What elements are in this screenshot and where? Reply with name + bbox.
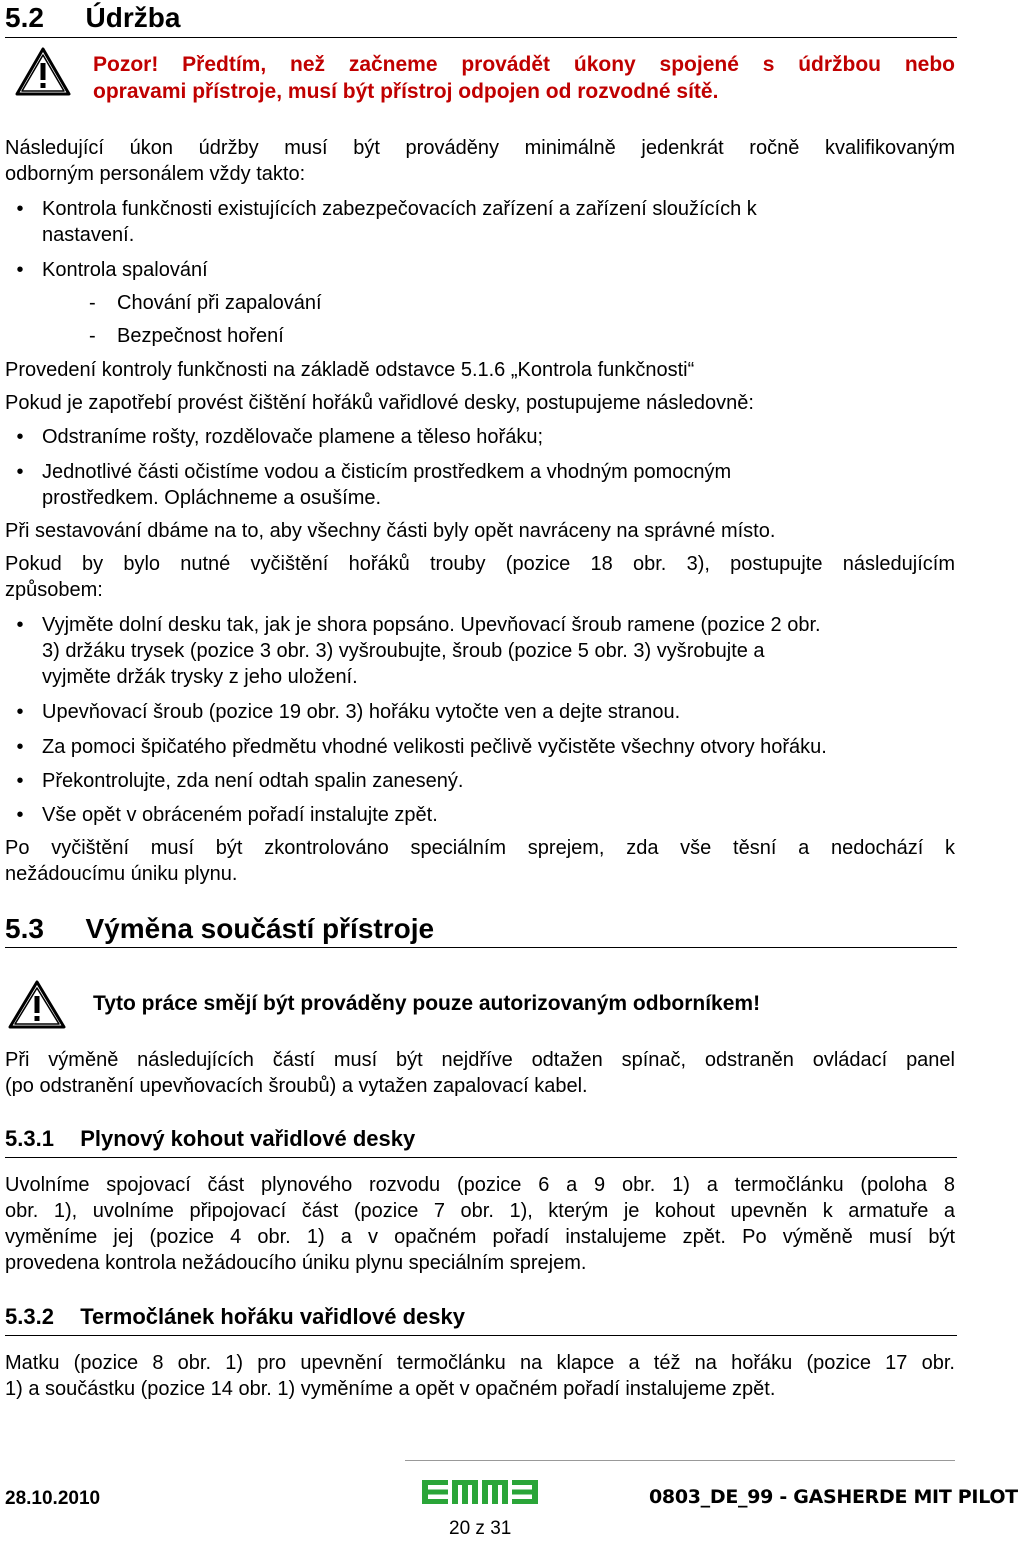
paragraph-line: Uvolníme spojovací část plynového rozvodu (pozice 6 a 9 obr. 1) a termočlánku (poloha 8 bbox=[5, 1174, 955, 1196]
section-title: Údržba bbox=[85, 2, 181, 33]
bullet: • bbox=[16, 426, 24, 448]
paragraph-line: vyměníme jej (pozice 4 obr. 1) a v opačném pořadí instalujeme zpět. Po výměně musí být bbox=[5, 1226, 955, 1248]
list-item-text: Vyjměte dolní desku tak, jak je shora popsáno. Upevňovací šroub ramene (pozice 2 obr. bbox=[42, 614, 821, 636]
subsection-title: Plynový kohout vařidlové desky bbox=[80, 1126, 416, 1151]
paragraph-line: obr. 1), uvolníme připojovací část (pozice 7 obr. 1), kterým je kohout upevněn k armatuře a bbox=[5, 1200, 955, 1222]
paragraph-line: způsobem: bbox=[5, 579, 103, 601]
warning-text-line-1: Pozor! Předtím, než začneme provádět úkony spojené s údržbou nebo bbox=[93, 53, 955, 76]
subsection-number: 5.3.1 bbox=[5, 1126, 54, 1151]
subsection-title: Termočlánek hořáku vařidlové desky bbox=[80, 1304, 465, 1329]
subsection-heading-5-3-2 bbox=[5, 1303, 465, 1331]
list-item-text: Upevňovací šroub (pozice 19 obr. 3) hořáku vytočte ven a dejte stranou. bbox=[42, 701, 681, 723]
list-item-text: Vše opět v obráceném pořadí instalujte zpět. bbox=[42, 804, 438, 826]
sub-list-item bbox=[89, 290, 322, 316]
warning-triangle-icon bbox=[14, 45, 72, 104]
sub-list-item-text: Bezpečnost hoření bbox=[117, 325, 284, 347]
heading-rule bbox=[5, 1335, 957, 1336]
heading-rule bbox=[5, 37, 957, 38]
section-title: Výměna součástí přístroje bbox=[85, 913, 435, 944]
footer-rule bbox=[405, 1460, 955, 1461]
list-item-text: Překontrolujte, zda není odtah spalin zanesený. bbox=[42, 770, 464, 792]
paragraph-line: Matku (pozice 8 obr. 1) pro upevnění termočlánku na klapce a též na hořáku (pozice 17 obr. bbox=[5, 1352, 955, 1374]
emme-logo bbox=[422, 1478, 540, 1513]
footer-page-number: 20 z 31 bbox=[449, 1518, 512, 1539]
paragraph-line: Pokud by bylo nutné vyčištění hořáků trouby (pozice 18 obr. 3), postupujte následujícím bbox=[5, 553, 955, 575]
list-item-text: Odstraníme rošty, rozdělovače plamene a těleso hořáku; bbox=[42, 426, 543, 448]
bullet: • bbox=[16, 259, 24, 281]
list-item-text: Jednotlivé části očistíme vodou a čisticím prostředkem a vhodným pomocným bbox=[42, 461, 732, 483]
bullet: • bbox=[16, 770, 24, 792]
heading-rule bbox=[5, 947, 957, 948]
list-item-text: Za pomoci špičatého předmětu vhodné velikosti pečlivě vyčistěte všechny otvory hořáku. bbox=[42, 736, 827, 758]
bullet: • bbox=[16, 198, 24, 220]
paragraph-line: nežádoucímu úniku plynu. bbox=[5, 863, 238, 885]
heading-rule bbox=[5, 1157, 957, 1158]
list-item-text: Kontrola funkčnosti existujících zabezpečovacích zařízení a zařízení sloužících k bbox=[42, 198, 757, 220]
list-item-text: vyjměte držák trysky z jeho uložení. bbox=[42, 666, 358, 688]
list-item-text: Kontrola spalování bbox=[42, 259, 208, 281]
dash-marker: - bbox=[89, 325, 96, 347]
paragraph: Provedení kontroly funkčnosti na základě odstavce 5.1.6 „Kontrola funkčnosti“ bbox=[5, 359, 695, 381]
bullet: • bbox=[16, 804, 24, 826]
subsection-heading-5-3-1 bbox=[5, 1125, 415, 1153]
section-number: 5.3 bbox=[5, 913, 44, 944]
paragraph-line: (po odstranění upevňovacích šroubů) a vytažen zapalovací kabel. bbox=[5, 1075, 588, 1097]
paragraph-line: Následující úkon údržby musí být prováděny minimálně jedenkrát ročně kvalifikovaným bbox=[5, 137, 955, 159]
sub-list-item-text: Chování při zapalování bbox=[117, 292, 322, 314]
list-item-text: nastavení. bbox=[42, 224, 135, 246]
warning-triangle-icon bbox=[7, 978, 67, 1037]
sub-list-item bbox=[89, 323, 284, 349]
dash-marker: - bbox=[89, 292, 96, 314]
paragraph: Pokud je zapotřebí provést čištění hořáků vařidlové desky, postupujeme následovně: bbox=[5, 392, 754, 414]
paragraph-line: provedena kontrola nežádoucího úniku plynu speciálním sprejem. bbox=[5, 1252, 587, 1274]
footer-document-code: 0803_DE_99 - GASHERDE MIT PILOT bbox=[649, 1486, 1018, 1508]
paragraph-line: odborným personálem vždy takto: bbox=[5, 163, 306, 185]
subsection-number: 5.3.2 bbox=[5, 1304, 54, 1329]
section-number: 5.2 bbox=[5, 2, 44, 33]
paragraph-line: Při výměně následujících částí musí být nejdříve odtažen spínač, odstraněn ovládací panel bbox=[5, 1049, 955, 1071]
section-heading-5-2 bbox=[5, 2, 180, 34]
paragraph-line: Po vyčištění musí být zkontrolováno speciálním sprejem, zda vše těsní a nedochází k bbox=[5, 837, 955, 859]
warning-text-line-2: opravami přístroje, musí být přístroj odpojen od rozvodné sítě. bbox=[93, 80, 719, 103]
bullet: • bbox=[16, 701, 24, 723]
bullet: • bbox=[16, 614, 24, 636]
footer-date: 28.10.2010 bbox=[5, 1488, 101, 1509]
bullet: • bbox=[16, 736, 24, 758]
section-heading-5-3 bbox=[5, 913, 434, 945]
list-item-text: prostředkem. Opláchneme a osušíme. bbox=[42, 487, 382, 509]
paragraph-line: 1) a součástku (pozice 14 obr. 1) vyměníme a opět v opačném pořadí instalujeme zpět. bbox=[5, 1378, 776, 1400]
list-item-text: 3) držáku trysek (pozice 3 obr. 3) vyšroubujte, šroub (pozice 5 obr. 3) vyšrobujte a bbox=[42, 640, 765, 662]
warning-text: Tyto práce smějí být prováděny pouze autorizovaným odborníkem! bbox=[93, 992, 761, 1015]
bullet: • bbox=[16, 461, 24, 483]
paragraph: Při sestavování dbáme na to, aby všechny části byly opět navráceny na správné místo. bbox=[5, 520, 776, 542]
